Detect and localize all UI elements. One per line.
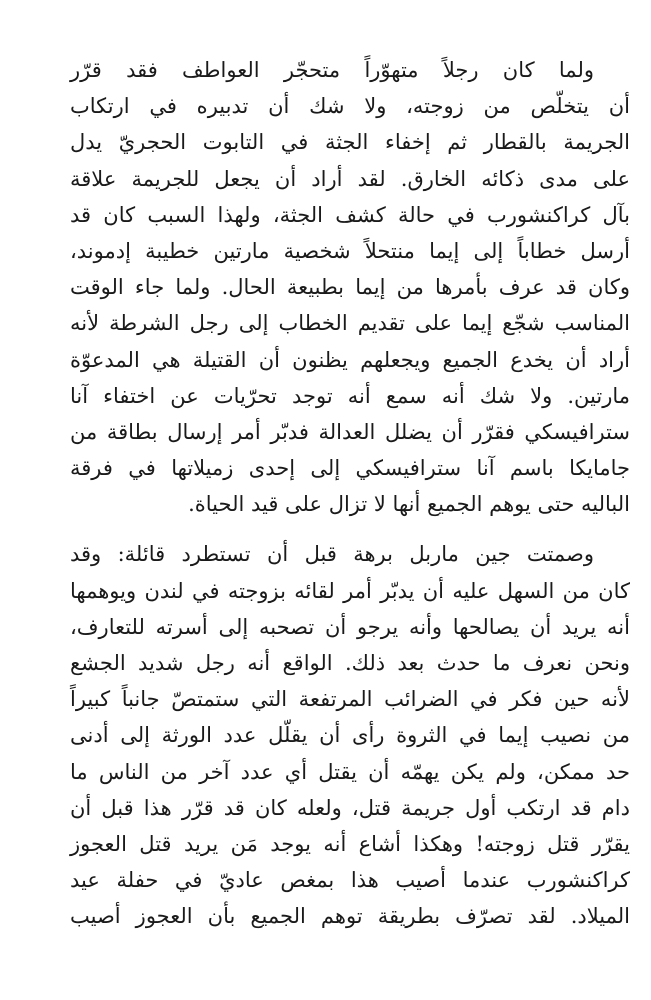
text-line: من نصيب إيما في الثروة رأى أن يقلّل عدد الورثة إلى أدنى [70,723,630,748]
text-line: الباليه حتى يوهم الجميع أنها لا تزال على قيد الحياة. [188,492,630,517]
text-line: بآل كراكنشورب في حالة كشف الجثة، ولهذا السبب كان قد [70,202,630,227]
paragraph-1 [70,52,630,522]
text-line: أن يتخلّص من زوجته، ولا شك أن تدبيره في ارتكاب [70,94,630,119]
text-line: مارتين. ولا شك أنه سمع أنه توجد تحرّيات عن اختفاء آنا [70,383,630,408]
text-line: حد ممكن، ولم يكن يهمّه أن يقتل أي عدد آخر من الناس ما [70,759,630,784]
text-line: كراكنشورب عندما أصيب هذا بمغص عاديّ في حفلة عيد [70,868,630,893]
text-line: الجريمة بالقطار ثم إخفاء الجثة في التابوت الحجريّ يدل [70,130,630,155]
text-line: على مدى ذكائه الخارق. لقد أراد أن يجعل للجريمة علاقة [70,166,630,191]
text-line: المناسب شجّع إيما على تقديم الخطاب إلى رجل الشرطة لأنه [70,311,630,336]
paragraph-2 [70,536,630,934]
text-line: سترافيسكي فقرّر أن يضلل العدالة فدبّر أمر إرسال بطاقة من [70,419,630,444]
text-line: ولما كان رجلاً متهوّراً متحجّر العواطف فقد قرّر [70,58,594,82]
text-line: أرسل خطاباً إلى إيما منتحلاً شخصية مارتين خطيبة إدموند، [70,238,630,263]
text-line: أنه يريد أن يصالحها وأنه يرجو أن تصحبه إلى أسرته للتعارف، [70,614,630,639]
text-line: ونحن نعرف ما حدث بعد ذلك. الواقع أنه رجل شديد الجشع [70,651,630,675]
text-line: لأنه حين فكر في الضرائب المرتفعة التي ستمتصّ جانباً كبيراً [70,687,630,712]
text-line: أراد أن يخدع الجميع ويجعلهم يظنون أن القتيلة هي المدعوّة [70,347,630,372]
text-line: يقرّر قتل زوجته! وهكذا أشاع أنه يوجد مَن يريد قتل العجوز [70,831,630,856]
text-line: الميلاد. لقد تصرّف بطريقة توهم الجميع بأن العجوز أصيب [70,904,630,929]
text-line: دام قد ارتكب أول جريمة قتل، ولعله كان قد قرّر هذا قبل أن [70,795,630,820]
text-line: كان من السهل عليه أن يدبّر أمر لقائه بزوجته في لندن ويوهمها [70,578,630,603]
text-line: وكان قد عرف بأمرها من إيما بطبيعة الحال. ولما جاء الوقت [70,275,630,300]
text-line: وصمتت جين ماربل برهة قبل أن تستطرد قائلة: وقد [70,542,594,567]
document-page [70,52,630,935]
text-line: جامايكا باسم آنا سترافيسكي إلى إحدى زميلاتها في فرقة [70,456,630,481]
